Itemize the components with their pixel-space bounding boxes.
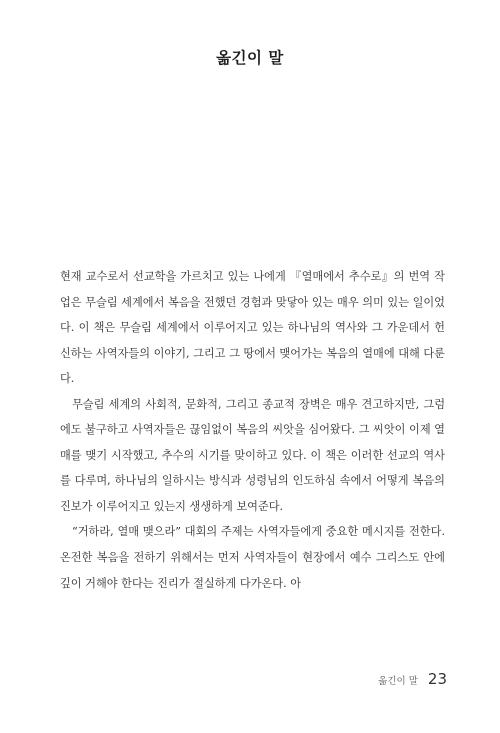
footer-section-label: 옮긴이 말: [378, 676, 418, 687]
paragraph-3: “거하라, 열매 맺으라” 대회의 주제는 사역자들에게 중요한 메시지를 전한다. 온전한 복음을 전하기 위해서는 먼저 사역자들이 현장에서 예수 그리스도 안에 깊이 거해야 한다는 진리가 절실하게 다가온다. 아: [60, 525, 445, 590]
body-text: [60, 264, 445, 596]
page-title: 옮긴이 말: [216, 49, 284, 67]
paragraph-2: 무슬림 세계의 사회적, 문화적, 그리고 종교적 장벽은 매우 견고하지만, 그럼에도 불구하고 사역자들은 끊임없이 복음의 씨앗을 심어왔다. 그 씨앗이 이제 열매를 맺기 시작했고, 추수의 시기를 맞이하고 있다. 이 책은 이러한 선교의 역사를 다루며, 하나님의 일하시는 방식과 성령님의 인도하심 속에서 어떻게 복음의 진보가 이루어지고 있는지 생생하게 보여준다.: [60, 397, 445, 513]
page-number: 23: [427, 670, 447, 688]
paragraph-1: 현재 교수로서 선교학을 가르치고 있는 나에게 『열매에서 추수로』의 번역 작업은 무슬림 세계에서 복음을 전했던 경험과 맞닿아 있는 매우 의미 있는 일이었다. 이 책은 무슬림 세계에서 이루어지고 있는 하나님의 역사와 그 가운데서 헌신하는 사역자들의 이야기, 그리고 그 땅에서 맺어가는 복음의 열매에 대해 다룬다.: [60, 270, 445, 386]
running-footer: [378, 670, 447, 688]
